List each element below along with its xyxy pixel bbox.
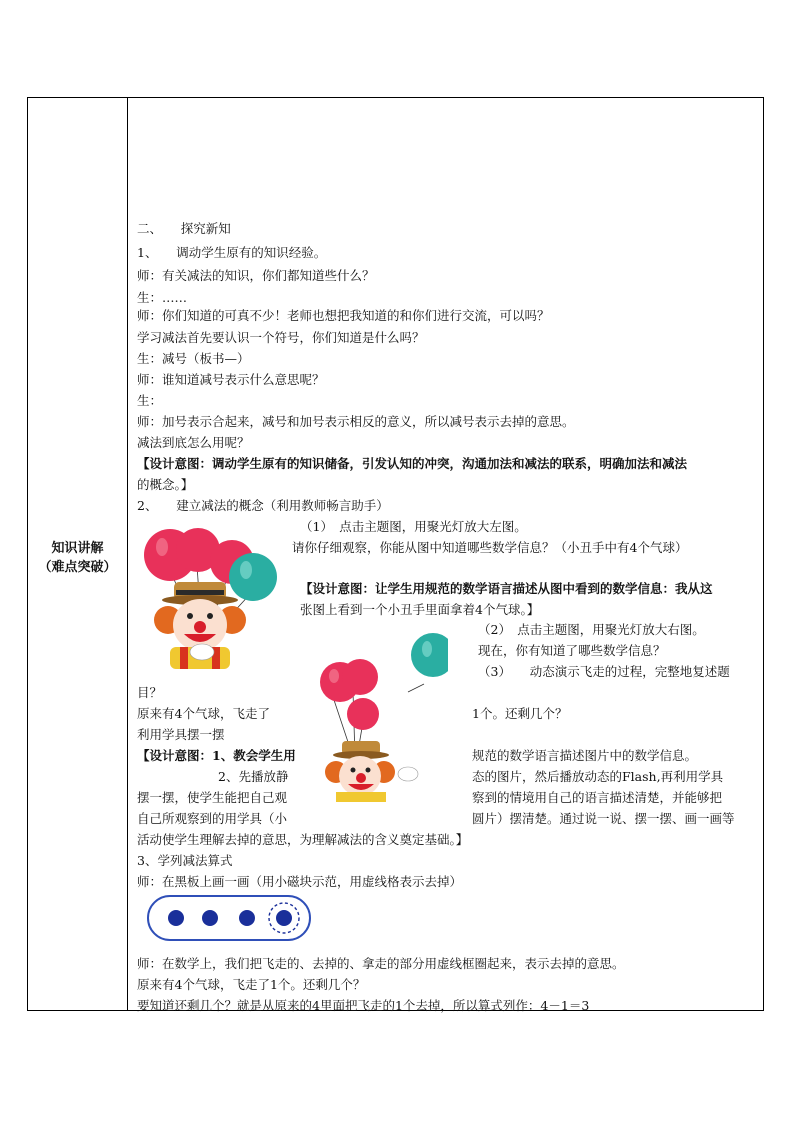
design-intent-2: 【设计意图：让学生用规范的数学语言描述从图中看到的数学信息：我从这 <box>300 581 713 596</box>
text-line: 请你仔细观察，你能从图中知道哪些数学信息？（小丑手中有4个气球） <box>292 540 688 555</box>
magnet-dot <box>239 910 255 926</box>
text-line: 学习减法首先要认识一个符号，你们知道是什么吗？ <box>137 330 425 345</box>
text-line: 摆一摆，使学生能把自己观 <box>137 790 288 805</box>
text-line: 察到的情境用自己的语言描述清楚，并能够把 <box>472 790 723 805</box>
section-label-sub: （难点突破） <box>38 560 117 575</box>
clown-four-balloons-illustration <box>140 520 290 672</box>
magnet-dot <box>168 910 184 926</box>
text-line: 生： <box>137 393 163 408</box>
text-line: 师：有关减法的知识，你们都知道些什么？ <box>137 268 375 283</box>
text-line: 减法到底怎么用呢？ <box>137 435 250 450</box>
heading-explore: 二、 探究新知 <box>137 221 231 236</box>
text-line: 张图上看到一个小丑手里面拿着4个气球。】 <box>300 602 540 617</box>
text-line: 师：在数学上，我们把飞走的、去掉的、拿走的部分用虚线框圈起来，表示去掉的意思。 <box>137 956 625 971</box>
magnet-dot-removed <box>276 910 292 926</box>
text-line: （3） 动态演示飞走的过程，完整地复述题 <box>478 664 730 679</box>
text-line: 1、 调动学生原有的知识经验。 <box>137 245 327 260</box>
heading-equation: 3、学列减法算式 <box>137 853 233 868</box>
clown-flying-balloon-illustration <box>308 622 448 802</box>
text-line: 1个。还剩几个？ <box>472 706 568 721</box>
text-line: 的概念。】 <box>137 477 194 492</box>
heading-concept: 2、 建立减法的概念（利用教师畅言助手） <box>137 498 389 513</box>
text-line: （1） 点击主题图，用聚光灯放大左图。 <box>300 519 527 534</box>
text-line: 活动使学生理解去掉的意思，为理解减法的含义奠定基础。】 <box>137 832 469 847</box>
text-line: 规范的数学语言描述图片中的数学信息。 <box>472 748 698 763</box>
text-line: 生：减号（板书—） <box>137 351 250 366</box>
text-line: 目？ <box>137 685 163 700</box>
text-line: 师：你们知道的可真不少！老师也想把我知道的和你们进行交流，可以吗？ <box>137 308 550 323</box>
design-intent-1: 【设计意图：调动学生原有的知识储备，引发认知的冲突，沟通加法和减法的联系，明确加法和减法 <box>137 456 688 471</box>
text-line: 现在，你有知道了哪些数学信息？ <box>478 643 666 658</box>
text-line: 生：…… <box>137 290 188 305</box>
text-line: （2） 点击主题图，用聚光灯放大右图。 <box>478 622 705 637</box>
text-line: 原来有4个气球，飞走了 <box>137 706 270 721</box>
text-line: 自己所观察到的用学具（小 <box>137 811 288 826</box>
text-line: 原来有4个气球，飞走了1个。还剩几个？ <box>137 977 366 992</box>
magnet-dots-diagram <box>146 894 314 944</box>
text-line: 师：加号表示合起来，减号和加号表示相反的意义，所以减号表示去掉的意思。 <box>137 414 575 429</box>
text-line: 利用学具摆一摆 <box>137 727 225 742</box>
column-divider <box>127 97 128 1011</box>
text-line: 师：在黑板上画一画（用小磁块示范，用虚线格表示去掉） <box>137 874 463 889</box>
text-line: 态的图片，然后播放动态的Flash,再利用学具 <box>472 769 724 784</box>
text-line: 圆片）摆清楚。通过说一说、摆一摆、画一画等 <box>472 811 735 826</box>
text-line: 师：谁知道减号表示什么意思呢？ <box>137 372 325 387</box>
text-line: 2、先播放静 <box>218 769 289 784</box>
section-label: 知识讲解 <box>51 541 104 556</box>
magnet-dot <box>202 910 218 926</box>
text-line: 要知道还剩几个？就是从原来的4里面把飞走的1个去掉，所以算式列作：4－1＝3 <box>137 998 590 1013</box>
design-intent-3: 【设计意图：1、教会学生用 <box>137 748 296 763</box>
